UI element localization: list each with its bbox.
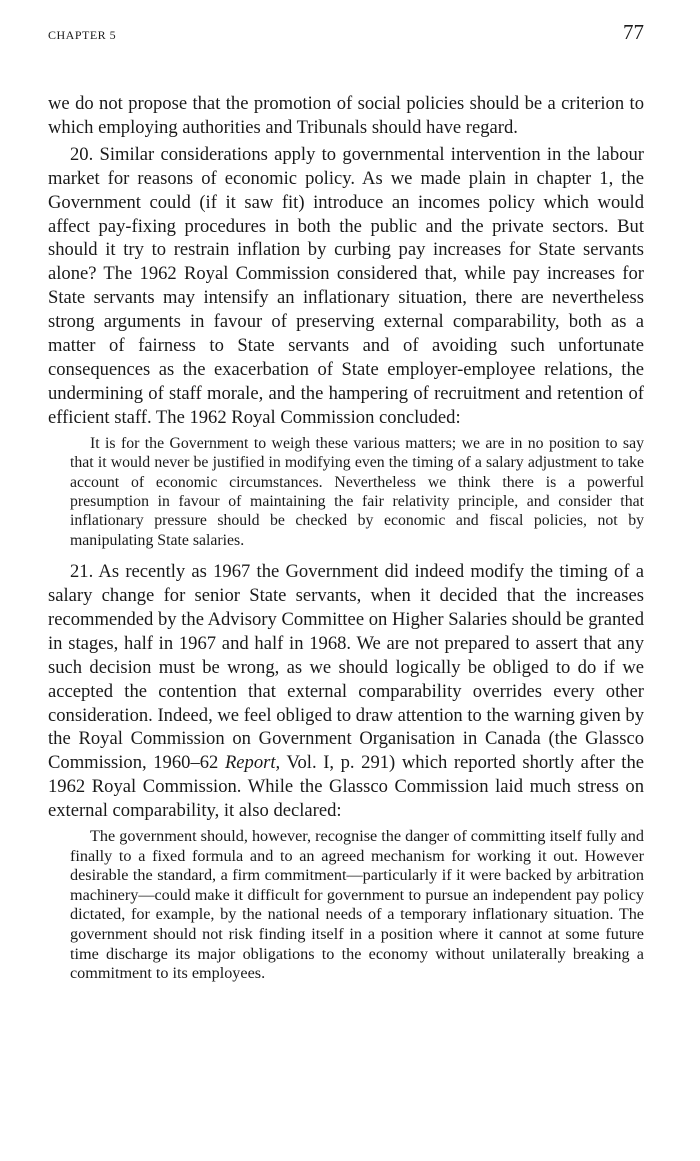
block-quote-royal-commission: It is for the Government to weigh these various matters; we are in no position to say that it would never be justified in modifying even the timing of a salary adjustment to take account of economic circumstances. Nevertheless we think there is a powerful presumption in favour of maintaining the fair relativity principle, and consider that inflationary pressure should be checked by economic and fiscal policies, not by manipulating State salaries.	[70, 434, 644, 549]
paragraph-21	[48, 560, 644, 823]
paragraph-continued: we do not propose that the promotion of social policies should be a criterion to which employing authorities and Tribunals should have regard.	[48, 93, 644, 138]
body-text	[48, 92, 644, 984]
page-number: 77	[623, 20, 644, 44]
paragraph-21-text-start: 21. As recently as 1967 the Government did indeed modify the timing of a salary change for senior State servants, when it decided that the increases recommended by the Advisory Committee on Higher Salaries should be granted in stages, half in 1967 and half in 1968. We are not prepared to assert that any such decision must be wrong, as we should logically be obliged to do if we accepted the contention that external comparability overrides every other consideration. Indeed, we feel obliged to draw attention to the warning given by the Royal Commission on Government Organisation in Canada (the Glassco Commission, 1960–62	[48, 561, 644, 774]
document-page	[48, 20, 644, 994]
paragraph-21-text-end: Vol. I, p. 291) which reported shortly after the 1962 Royal Commission. While the Glassco Commission laid much stress on external comparability, it also declared:	[48, 752, 644, 822]
chapter-label: CHAPTER 5	[48, 28, 117, 42]
running-head	[48, 20, 644, 54]
block-quote-glassco-commission: The government should, however, recognise the danger of committing itself fully and finally to a fixed formula and to an agreed mechanism for working it out. However desirable the standard, a firm commitment—particularly if it were backed by arbitration machinery—could make it difficult for government to pursue an independent pay policy dictated, for example, by the national needs of a temporary inflationary situation. The government should not risk finding itself in a position where it cannot at some future time discharge its major obligations to the economy without unilaterally breaking a commitment to its employees.	[70, 827, 644, 983]
report-italic: Report,	[224, 752, 281, 774]
paragraph-20: 20. Similar considerations apply to governmental intervention in the labour market for reasons of economic policy. As we made plain in chapter 1, the Government could (if it saw fit) introduce an incomes policy which would affect pay-fixing procedures in both the public and the private sectors. But should it try to restrain inflation by curbing pay increases for State servants alone? The 1962 Royal Commission considered that, while pay increases for State servants may intensify an inflationary situation, there are nevertheless strong arguments in favour of preserving external comparability, both as a matter of fairness to State servants and of avoiding such unfortunate consequences as the exacerbation of State employer-employee relations, the undermining of staff morale, and the hampering of recruitment and retention of efficient staff. The 1962 Royal Commission concluded:	[48, 143, 644, 428]
